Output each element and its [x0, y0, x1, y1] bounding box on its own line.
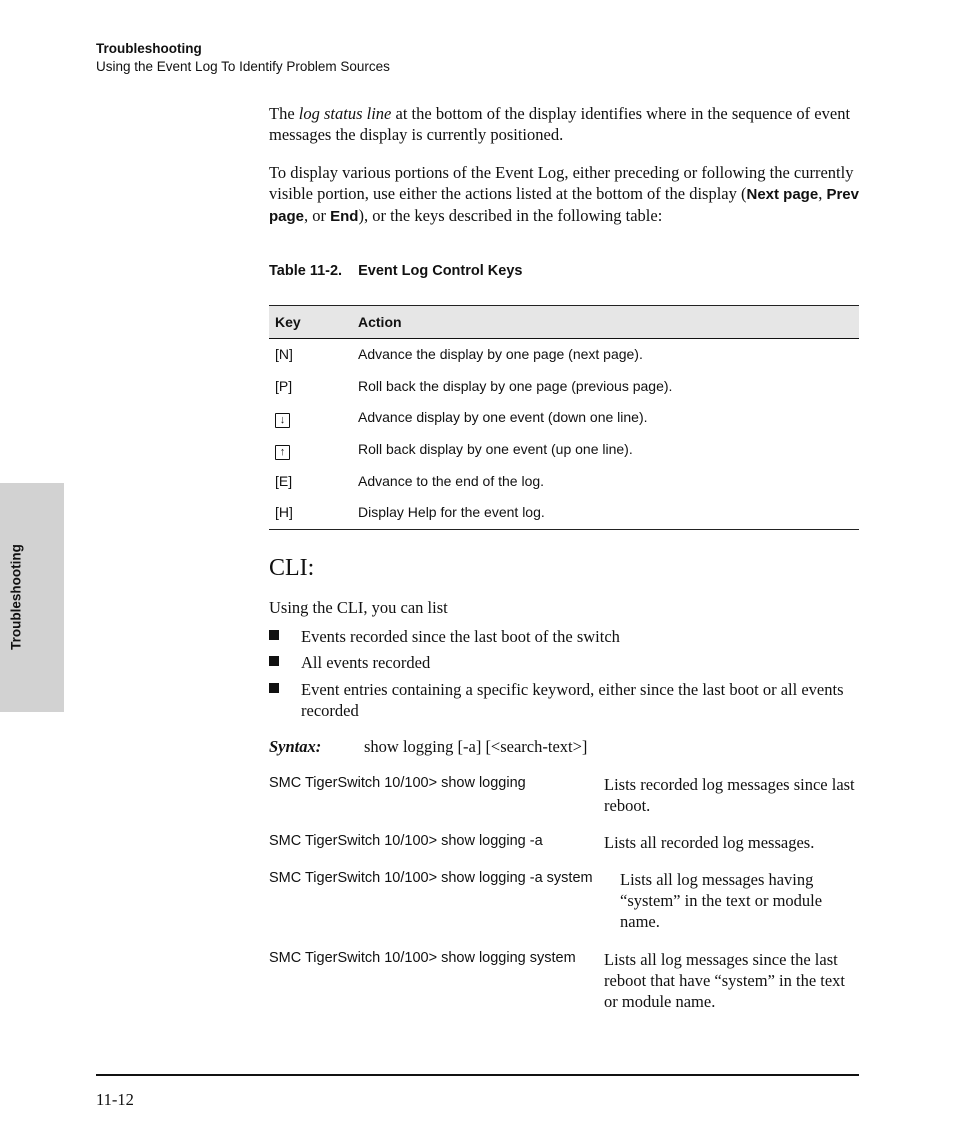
text: at the bottom of the display identifies where in the sequence of event messages the display is currently positioned. — [269, 104, 851, 144]
running-header-subtitle: Using the Event Log To Identify Problem Sources — [96, 59, 390, 74]
key-cell: [H] — [275, 504, 293, 521]
bullet-square-icon — [269, 656, 279, 666]
command-example: SMC TigerSwitch 10/100> show logging system — [269, 950, 576, 966]
list-item-text: All events recorded — [301, 653, 431, 672]
side-tab-label: Troubleshooting — [8, 544, 24, 650]
list-item-text: Event entries containing a specific keyword, either since the last boot or all events recorded — [301, 680, 844, 720]
event-log-keys-table — [269, 305, 859, 530]
up-arrow-key-icon: ↑ — [275, 445, 290, 460]
table-row — [269, 466, 859, 498]
table-row — [269, 339, 859, 371]
bullet-square-icon — [269, 683, 279, 693]
key-cell: [P] — [275, 377, 293, 394]
key-cell — [275, 410, 290, 428]
command-description: Lists recorded log messages since last reboot. — [604, 775, 855, 815]
action-cell: Advance display by one event (down one line). — [358, 409, 648, 426]
command-description: Lists all log messages since the last reboot that have “system” in the text or module name. — [604, 950, 846, 1011]
table-title: Event Log Control Keys — [358, 263, 523, 279]
table-header — [269, 306, 859, 339]
side-tab — [0, 483, 64, 712]
table-row — [269, 371, 859, 403]
column-header-action: Action — [358, 314, 402, 330]
text: The — [269, 104, 299, 123]
list-item-text: Events recorded since the last boot of the switch — [301, 627, 620, 646]
end-term: End — [330, 208, 359, 225]
text: To display various portions of the Event Log, either preceding or following the currently visible portion, use either the actions listed at the bottom of the display ( — [269, 163, 854, 203]
syntax-value: show logging [-a] [<search-text>] — [364, 737, 588, 756]
text: ), or the keys described in the following table: — [358, 206, 663, 225]
command-description: Lists all recorded log messages. — [604, 833, 815, 852]
command-example: SMC TigerSwitch 10/100> show logging -a system — [269, 870, 593, 886]
key-cell: [N] — [275, 346, 293, 362]
text: , — [818, 184, 827, 203]
cli-heading: CLI: — [269, 555, 315, 581]
bullet-square-icon — [269, 630, 279, 640]
table-row — [269, 497, 859, 529]
action-cell: Roll back display by one event (up one line). — [358, 441, 633, 458]
table-row — [269, 402, 859, 434]
down-arrow-key-icon: ↓ — [275, 413, 290, 428]
command-example: SMC TigerSwitch 10/100> show logging -a — [269, 833, 543, 849]
table-number: Table 11-2. — [269, 263, 343, 279]
cli-intro: Using the CLI, you can list — [269, 598, 448, 617]
action-cell: Advance to the end of the log. — [358, 472, 545, 489]
column-header-key: Key — [275, 314, 301, 330]
action-cell: Display Help for the event log. — [358, 504, 545, 521]
table-caption — [269, 263, 522, 279]
intro-paragraph-2 — [269, 162, 859, 227]
intro-paragraph-1 — [269, 103, 859, 145]
action-cell: Roll back the display by one page (previous page). — [358, 377, 673, 394]
action-cell: Advance the display by one page (next page). — [358, 346, 643, 362]
prev-page-term: Prev page — [269, 186, 859, 225]
key-cell: [E] — [275, 472, 293, 489]
footer-rule — [96, 1074, 859, 1076]
text: , or — [304, 206, 331, 225]
italic-term: log status line — [298, 104, 392, 123]
command-description: Lists all log messages having “system” in the text or module name. — [620, 870, 823, 931]
key-cell — [275, 442, 290, 460]
table-row — [269, 434, 859, 466]
page-number: 11-12 — [96, 1090, 134, 1109]
syntax-label: Syntax: — [269, 737, 322, 756]
running-header-title: Troubleshooting — [96, 41, 202, 56]
command-example: SMC TigerSwitch 10/100> show logging — [269, 775, 526, 791]
next-page-term: Next page — [746, 186, 819, 203]
